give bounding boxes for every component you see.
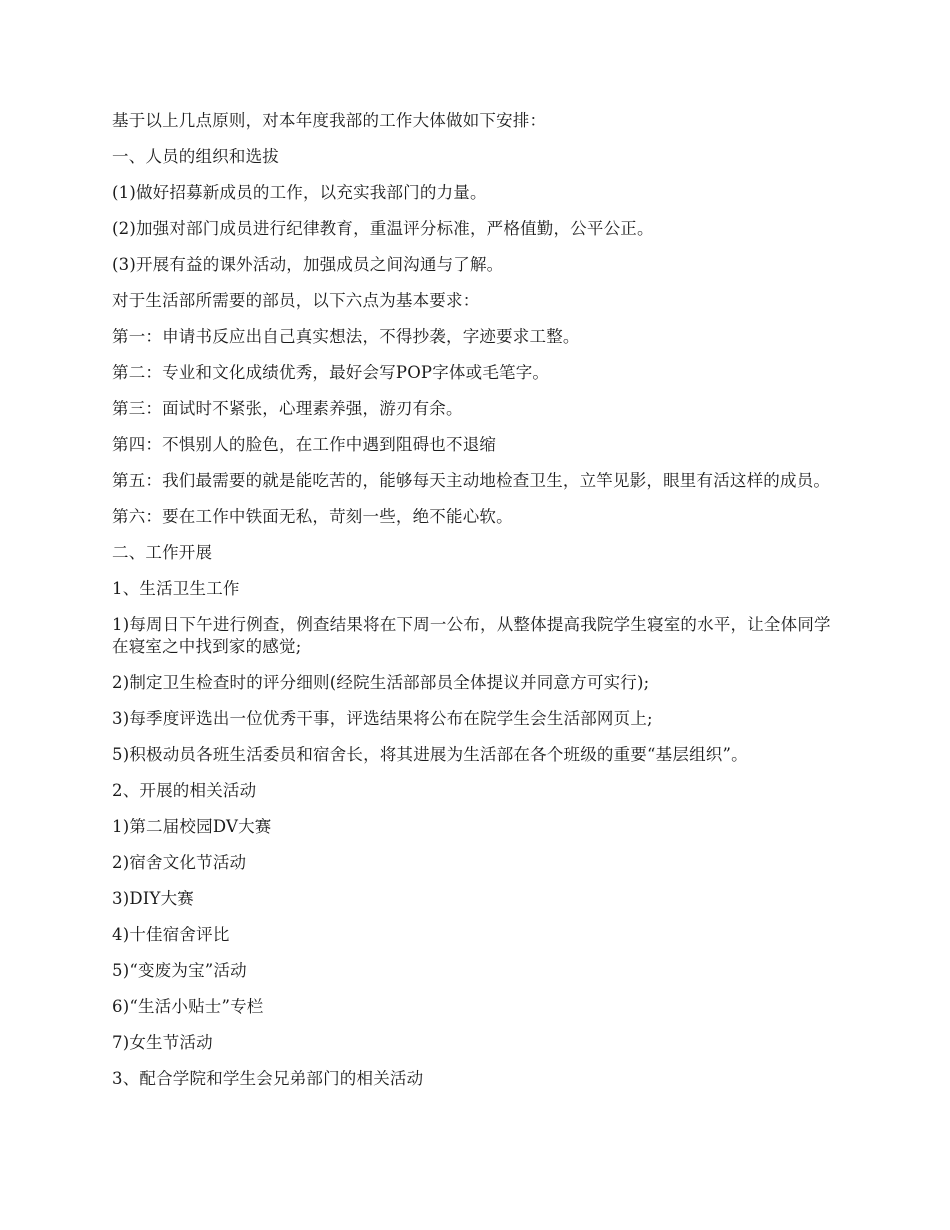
subsection-heading-cooperation: 3、配合学院和学生会兄弟部门的相关活动 [112, 1069, 424, 1088]
list-item: 7)女生节活动 [112, 1033, 213, 1052]
requirement-item: 第一：申请书反应出自己真实想法，不得抄袭，字迹要求工整。 [112, 327, 580, 346]
list-item: 6)“生活小贴士”专栏 [112, 997, 264, 1016]
list-item: (2)加强对部门成员进行纪律教育，重温评分标准，严格值勤，公平公正。 [112, 219, 654, 238]
requirement-item: 第四：不惧别人的脸色，在工作中遇到阻碍也不退缩 [112, 435, 497, 454]
list-item: 3)每季度评选出一位优秀干事，评选结果将公布在院学生会生活部网页上; [112, 709, 653, 728]
requirement-item: 第六：要在工作中铁面无私，苛刻一些，绝不能心软。 [112, 507, 513, 526]
list-item: 2)宿舍文化节活动 [112, 853, 247, 872]
requirements-intro: 对于生活部所需要的部员，以下六点为基本要求： [112, 291, 480, 310]
list-item: (1)做好招募新成员的工作，以充实我部门的力量。 [112, 183, 487, 202]
intro-paragraph: 基于以上几点原则，对本年度我部的工作大体做如下安排： [112, 111, 547, 130]
list-item: 2)制定卫生检查时的评分细则(经院生活部部员全体提议并同意方可实行); [112, 673, 650, 692]
subsection-heading-hygiene: 1、生活卫生工作 [112, 579, 240, 598]
list-item: 4)十佳宿舍评比 [112, 925, 230, 944]
document-body [112, 110, 840, 1104]
list-item: 3)DIY大赛 [112, 889, 194, 908]
subsection-heading-activities: 2、开展的相关活动 [112, 781, 257, 800]
list-item: 5)“变废为宝”活动 [112, 961, 247, 980]
list-item: 5)积极动员各班生活委员和宿舍长，将其进展为生活部在各个班级的重要“基层组织”。 [112, 745, 748, 764]
section-heading-work: 二、工作开展 [112, 543, 213, 562]
list-item: (3)开展有益的课外活动，加强成员之间沟通与了解。 [112, 255, 504, 274]
list-item: 1)第二届校园DV大赛 [112, 817, 272, 836]
section-heading-personnel: 一、人员的组织和选拔 [112, 147, 279, 166]
requirement-item: 第三：面试时不紧张，心理素养强，游刃有余。 [112, 399, 463, 418]
requirement-item: 第五：我们最需要的就是能吃苦的，能够每天主动地检查卫生，立竿见影，眼里有活这样的成员。 [112, 471, 831, 490]
requirement-item: 第二：专业和文化成绩优秀，最好会写POP字体或毛笔字。 [112, 363, 550, 382]
list-item: 1)每周日下午进行例查，例查结果将在下周一公布，从整体提高我院学生寝室的水平，让全体同学在寝室之中找到家的感觉; [112, 615, 831, 656]
